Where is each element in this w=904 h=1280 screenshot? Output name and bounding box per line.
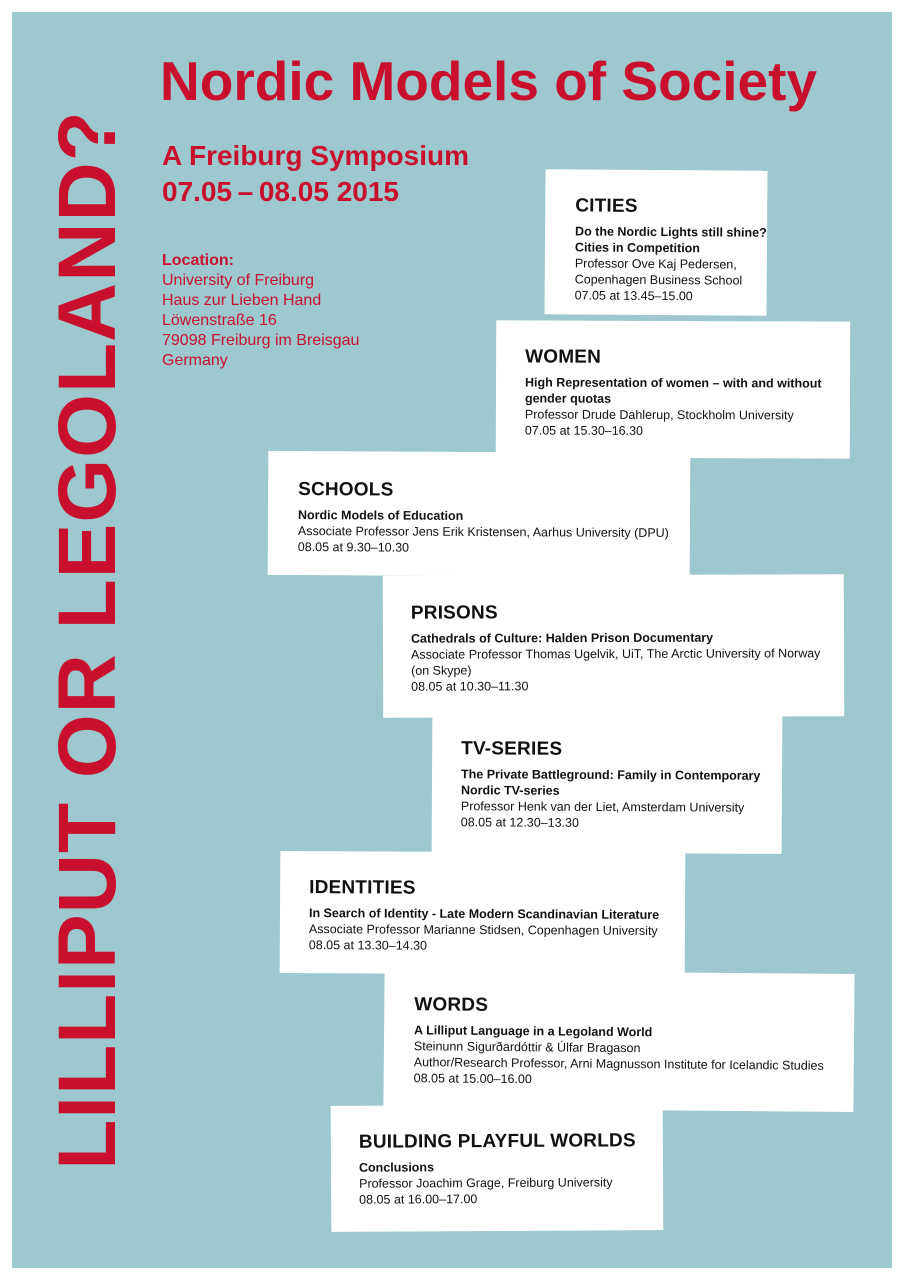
session-time: 08.05 at 12.30–13.30 — [460, 815, 579, 830]
page-title: Nordic Models of Society — [160, 50, 818, 112]
session-subtitle: Do the Nordic Lights still shine? — [575, 224, 767, 240]
session-subtitle: A Lilliput Language in a Legoland World — [414, 1023, 653, 1040]
vertical-title: LILLIPUT OR LEGOLAND? — [42, 110, 133, 1170]
session-card-schools — [268, 451, 691, 577]
session-time: 08.05 at 16.00–17.00 — [359, 1192, 478, 1207]
location-line: Germany — [162, 352, 228, 369]
session-speaker: Associate Professor Marianne Stidsen, Copenhagen University — [308, 922, 658, 938]
session-time: 08.05 at 15.00–16.00 — [413, 1071, 532, 1087]
session-time: 07.05 at 13.45–15.00 — [574, 288, 693, 304]
session-speaker: (on Skype) — [411, 663, 472, 678]
session-title: SCHOOLS — [298, 479, 394, 501]
session-subtitle: High Representation of women – with and without — [524, 375, 822, 391]
session-speaker: Professor Ove Kaj Pedersen, — [574, 256, 737, 272]
session-speaker: Steinunn Sigurðardóttir & Úlfar Bragason — [413, 1039, 641, 1056]
session-card-tv-series — [432, 712, 783, 854]
location-label: Location: — [162, 252, 234, 269]
session-subtitle: Conclusions — [358, 1160, 435, 1175]
session-speaker: Professor Drude Dahlerup, Stockholm University — [524, 407, 794, 423]
session-title: BUILDING PLAYFUL WORLDS — [358, 1130, 636, 1153]
session-speaker: Copenhagen Business School — [574, 272, 743, 288]
session-title: PRISONS — [410, 602, 498, 624]
session-card-building-playful-worlds — [331, 1104, 664, 1232]
session-title: TV-SERIES — [461, 738, 563, 760]
session-speaker: Associate Professor Thomas Ugelvik, UiT, The Arctic University of Norway — [411, 646, 821, 662]
location-block — [162, 251, 359, 371]
session-card-women — [496, 320, 850, 458]
session-card-prisons — [383, 574, 844, 718]
session-title: WORDS — [414, 994, 489, 1016]
session-time: 08.05 at 13.30–14.30 — [308, 938, 428, 953]
location-line: Löwenstraße 16 — [162, 312, 277, 329]
session-card-cities — [544, 169, 767, 316]
session-speaker: Author/Research Professor, Arni Magnusson Institute for Icelandic Studies — [413, 1055, 824, 1073]
session-title: WOMEN — [525, 346, 602, 368]
session-card-identities — [280, 851, 686, 975]
session-card-words — [383, 970, 854, 1112]
location-line: 79098 Freiburg im Breisgau — [162, 332, 360, 349]
location-line: University of Freiburg — [162, 272, 315, 289]
session-speaker: Associate Professor Jens Erik Kristensen, Aarhus University (DPU) — [297, 524, 669, 540]
session-subtitle: gender quotas — [524, 391, 612, 406]
session-subtitle: Cathedrals of Culture: Halden Prison Documentary — [410, 630, 714, 646]
location-line: Haus zur Lieben Hand — [162, 292, 322, 309]
session-subtitle: In Search of Identity - Late Modern Scandinavian Literature — [308, 906, 660, 922]
session-subtitle: Cities in Competition — [574, 240, 701, 256]
session-time: 08.05 at 9.30–10.30 — [297, 540, 410, 555]
session-subtitle: Nordic Models of Education — [297, 508, 464, 523]
subtitle-block — [162, 138, 469, 210]
session-speaker: Professor Henk van der Liet, Amsterdam University — [460, 799, 745, 815]
session-time: 08.05 at 10.30–11.30 — [411, 679, 529, 694]
session-subtitle: The Private Battleground: Family in Contemporary — [461, 767, 761, 783]
session-title: IDENTITIES — [309, 877, 416, 899]
subtitle-line: A Freiburg Symposium — [162, 140, 470, 171]
session-time: 07.05 at 15.30–16.30 — [524, 423, 644, 438]
date-range: 07.05 – 08.05 2015 — [162, 176, 399, 207]
session-speaker: Professor Joachim Grage, Freiburg University — [359, 1175, 613, 1191]
session-title: CITIES — [575, 195, 638, 217]
session-subtitle: Nordic TV-series — [460, 783, 560, 798]
